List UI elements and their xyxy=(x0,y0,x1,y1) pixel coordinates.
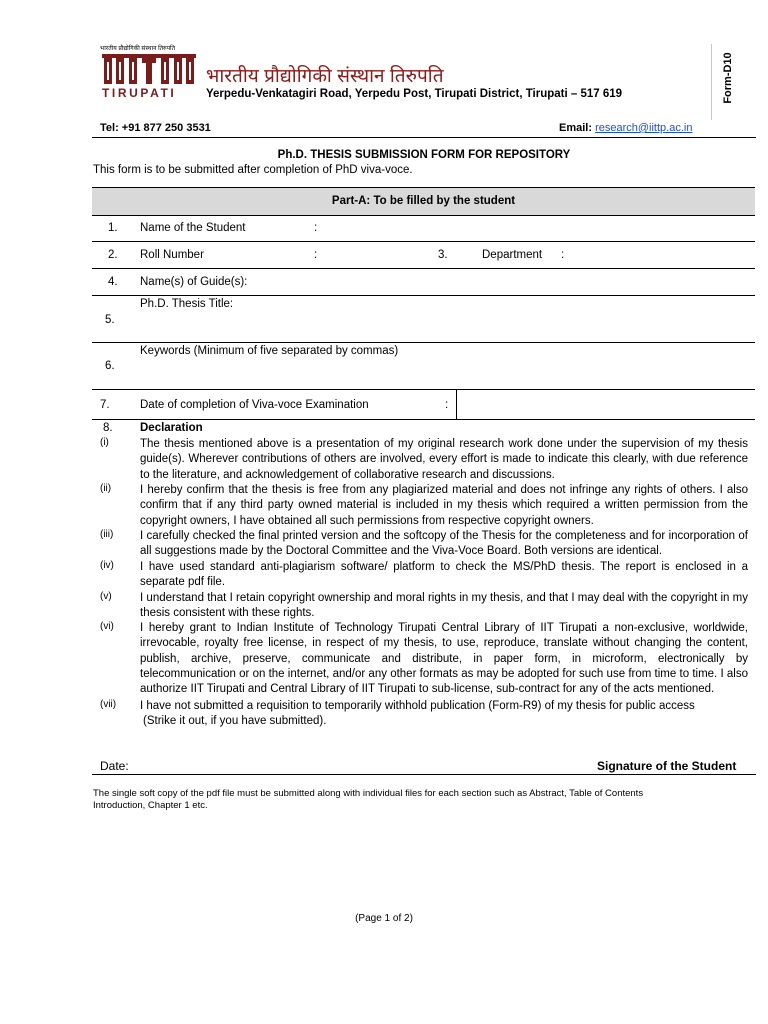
field-label-department: Department xyxy=(482,249,543,261)
declaration-item-text: I carefully checked the final printed version and the softcopy of the Thesis for the completeness and for incorporation of all suggestions made by the Doctoral Committee and the Viva-Voce Board. Both versions are identical. xyxy=(140,530,748,558)
declaration-item-text: I have used standard anti-plagiarism software/ platform to check the MS/PhD thesis. The report is enclosed in a separate pdf file. xyxy=(140,561,748,589)
thesis-title-input[interactable] xyxy=(140,312,750,340)
field-label-thesis-title: Ph.D. Thesis Title: xyxy=(140,298,234,310)
declaration-item-num: (v) xyxy=(100,591,112,602)
viva-date-input[interactable] xyxy=(460,392,750,416)
iit-logo-icon xyxy=(102,54,196,84)
field-label-roll-number: Roll Number xyxy=(140,249,204,261)
field-num: 6. xyxy=(105,360,115,372)
student-name-input[interactable] xyxy=(320,216,750,240)
page-number: (Page 1 of 2) xyxy=(355,913,413,924)
field-label-guides: Name(s) of Guide(s): xyxy=(140,276,248,288)
field-colon: : xyxy=(314,249,318,261)
email-line xyxy=(559,122,692,134)
field-label-keywords: Keywords (Minimum of five separated by commas) xyxy=(140,345,399,357)
row-divider xyxy=(92,295,755,296)
roll-number-input[interactable] xyxy=(320,243,430,267)
field-label-student-name: Name of the Student xyxy=(140,222,246,234)
field-num: 5. xyxy=(105,314,115,326)
logo-wordmark: TIRUPATI xyxy=(102,86,177,100)
field-label-viva-date: Date of completion of Viva-voce Examination xyxy=(140,399,369,411)
telephone: Tel: +91 877 250 3531 xyxy=(100,122,211,134)
declaration-item-num: (i) xyxy=(100,437,109,448)
declaration-item-num: (iii) xyxy=(100,529,114,540)
institute-address: Yerpedu-Venkatagiri Road, Yerpedu Post, Tirupati District, Tirupati – 517 619 xyxy=(206,88,623,100)
signature-divider xyxy=(92,774,756,775)
row-divider xyxy=(92,419,755,420)
part-a-header: Part-A: To be filled by the student xyxy=(92,187,755,216)
footnote-line: Introduction, Chapter 1 etc. xyxy=(93,800,208,811)
declaration-item-text: I have not submitted a requisition to temporarily withhold publication (Form-R9) of my thesis for public access xyxy=(140,700,695,712)
declaration-item-num: (iv) xyxy=(100,560,114,571)
field-colon: : xyxy=(314,222,318,234)
email-link[interactable]: research@iittp.ac.in xyxy=(595,122,693,134)
declaration-item-num: (ii) xyxy=(100,483,112,494)
strike-note: (Strike it out, if you have submitted). xyxy=(143,715,327,727)
header-divider xyxy=(92,137,756,138)
declaration-item-text: I hereby confirm that the thesis is free from any plagiarized material and does not infringe any rights of others. I also confirm that if any third party owned material is included in my thesis which required a written permission from the copyright owners, I have obtained all such permissions from respective copyright owners. xyxy=(140,484,748,527)
declaration-item-num: (vi) xyxy=(100,621,114,632)
field-num: 3. xyxy=(438,249,448,261)
guides-input[interactable] xyxy=(270,270,750,294)
declaration-item-text: I hereby grant to Indian Institute of Technology Tirupati Central Library of IIT Tirupati a non-exclusive, worldwide, irrevocable, royalty free license, in respect of my thesis, to use, reproduce, translate without changing the content, publish, archive, preserve, communicate and distribute, in paper form, in microform, electronically by telecommunication or on the internet, and/or any other formats as may be adopted for such use from time to time. I also authorize IIT Tirupati and Central Library of IIT Tirupati to sub-license, sub-contract for any of the acts mentioned. xyxy=(140,622,748,696)
form-code: Form-D10 xyxy=(722,52,734,104)
declaration-item-text: The thesis mentioned above is a presentation of my original research work done under the supervision of my thesis guide(s). Wherever contributions of others are involved, every effort is made to indicate this clearly, with due reference to the literature, and acknowledgement of collaborative research and discussions. xyxy=(140,438,748,481)
row-divider xyxy=(92,342,755,343)
field-num: 7. xyxy=(100,399,110,411)
row-divider xyxy=(92,241,755,242)
declaration-item-num: (vii) xyxy=(100,699,117,710)
row-divider xyxy=(92,268,755,269)
form-code-box xyxy=(711,44,742,120)
field-colon: : xyxy=(561,249,565,261)
field-num: 4. xyxy=(108,276,118,288)
field-colon: : xyxy=(445,399,449,411)
date-label: Date: xyxy=(100,759,129,773)
form-subtitle: This form is to be submitted after completion of PhD viva-voce. xyxy=(93,164,413,176)
date-input[interactable] xyxy=(132,754,332,774)
department-input[interactable] xyxy=(567,243,750,267)
email-label: Email: xyxy=(559,122,593,134)
declaration-title: Declaration xyxy=(140,422,203,434)
form-title: Ph.D. THESIS SUBMISSION FORM FOR REPOSITORY xyxy=(277,149,571,161)
logo-hindi-text: भारतीय प्रौद्योगिकी संस्थान तिरुपति xyxy=(100,46,176,52)
field-num: 1. xyxy=(108,222,118,234)
footnote xyxy=(93,788,693,812)
signature-label: Signature of the Student xyxy=(597,759,737,773)
row-divider xyxy=(92,389,755,390)
declaration-item-text: I understand that I retain copyright ownership and moral rights in my thesis, and that I may deal with the copyright in my thesis consistent with these rights. xyxy=(140,592,748,620)
column-divider xyxy=(456,389,457,419)
institute-name-hindi: भारतीय प्रौद्योगिकी संस्थान तिरुपति xyxy=(206,66,444,87)
footnote-line: The single soft copy of the pdf file must be submitted along with individual files for each section such as Abstract, Table of Contents xyxy=(93,788,644,799)
declaration-num: 8. xyxy=(103,422,113,434)
field-num: 2. xyxy=(108,249,118,261)
keywords-input[interactable] xyxy=(140,359,750,387)
